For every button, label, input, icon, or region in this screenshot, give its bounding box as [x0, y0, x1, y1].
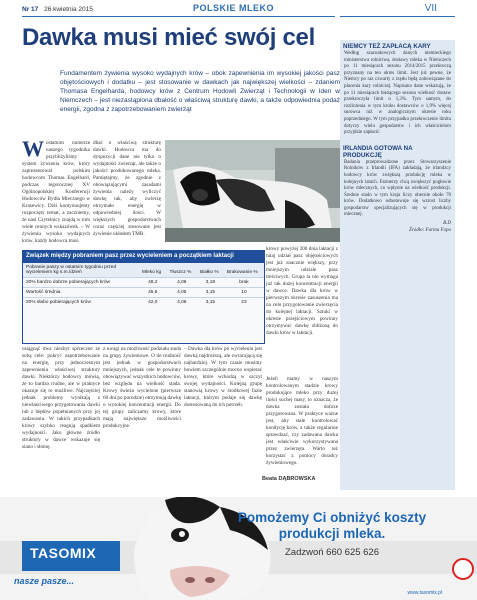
tasomix-logo: [22, 541, 120, 571]
table-cell: 48,2: [139, 278, 167, 288]
article-lead: Fundamentem żywienia wysoko wydajnych krów – obok zapewnienia im wysokiej jakości pasz objętościowych i dodatku – jest stosowanie w dawkach jak największej wielkości – zdaniem Thomasa Engelharda, hodowcy krów z Centrum Hodowli Zwierząt i Technologii w Iden w Niemczech – jest niezastąpiona dbałość o właściwą strukturę dawki, a także odpowiednia podaż energii, zgodna z zapotrzebowaniem zwierząt: [60, 70, 340, 113]
sidebar-text: Badania przeprowadzone przez Stowarzyszenie Rolników z Irlandii (IFA) zakładają, że irlandzcy hodowcy krów zwiększą produkcję mleka w kolejnych latach. Farmerzy chcą zwiększyć pogłowie krów mlecznych, co wpłynie na wielkość produkcji. Średnie stado w tym kraju liczy obecnie około 70 krów. Dodatkowo odnotowuje się wzrost liczby gospodarstw specjalizujących się w produkcji mlecznej.: [344, 159, 451, 218]
ad-url[interactable]: www.tasomix.pl: [407, 590, 442, 596]
news-sidebar: [340, 40, 455, 490]
table-cell: 23: [224, 298, 264, 308]
sidebar-source: Źródło: Farma Fopo: [409, 228, 451, 234]
table-cell: 4,06: [167, 278, 197, 288]
table-header-cell: Brakowanie %: [224, 263, 264, 278]
sidebar-signature: B.D: [443, 221, 451, 227]
section-title: POLSKIE MLEKO: [193, 3, 275, 13]
article-column-4: osiągnąć dwa niezbyt sprzeczne ze sobą cele: pokryć zapotrzebowanie na energię, przy jednoczesnym zapewnieniu właściwej struktury dawki. Niektórzy hodowcy mówią, że to bardzo trudne, ale w praktyce okazuje się to możliwe. Najczęściej jednak problemy wynikają z niewłaściwego przygotowania dawki lub z błędów popełnianych przy jej zadawaniu. W takich przypadkach krowy szybko reagują spadkiem wydajności. Jako główne źródło struktury w dawce wskazuje się siano i słomę.: [22, 346, 100, 450]
table-row: [23, 298, 264, 308]
table-cell: 20% słabo pobierających krów: [23, 298, 139, 308]
table-cell: Wartość średnia: [23, 288, 139, 298]
quality-badge-icon: [452, 558, 474, 580]
sidebar-title: IRLANDIA GOTOWA NA PRODUKCJĘ: [343, 144, 413, 159]
table-cell: 45,6: [139, 288, 167, 298]
issue-number: Nr 17: [22, 6, 39, 13]
page-number: VII: [424, 3, 437, 14]
data-table: [22, 250, 265, 344]
table-header-row: [23, 263, 264, 278]
brand-slogan: nasze pasze...: [14, 576, 75, 586]
column-text: ostatnim numerze naszego tygodnika przybliżyliśmy system żywienia krów, który zaprezentował polskim hodowcom Thomas Engelhard, podczas tegorocznej XV Ogólnopolskiej Konferencji Hodowców Bydła Mlecznego w Krasewicy. Dziś kontynuujemy rozpoczęty temat, a zaczniemy, że nasi Czytelnicy znajdą w nim wiele cennych wskazówek. – W żywieniu wysoko wydajnych krów, każdy hodowca musi: [22, 140, 90, 244]
table-cell: 42,0: [139, 298, 167, 308]
drop-cap: W: [22, 140, 44, 161]
table-cell: 20% bardzo dobrze pobierających krów: [23, 278, 139, 288]
article-column-5: z uwagi na możliwość podziału stada na grupy żywieniowe. O ile trudność jest jednak w gospodarstwach mniejszych, jednak cele te powinny obowiązywać wszystkich hodowców, bez względu na wielkość stada. Krowy świeżo wycielone (pierwsze 60 dni po porodzie) otrzymują dawkę o wysokiej koncentracji energii. Do tej grupy zaliczamy krowy, które mają największe możliwości produkcyjne.: [103, 346, 181, 429]
header-rule-right: [340, 16, 455, 17]
table-cell: 10: [224, 288, 264, 298]
article-column-3: krowy powyżej 200 dnia laktacji z tutaj udział pasz objętościowych jest już znacznie większy, przy mniejszym udziale pasz treściwych. Grupa ta nie wymaga już tak dużej koncentracji energii w dawce. Dawka dla krów w pierwszym okresie zasuszenia ma na celu przygotowanie zwierzęcia do kolejnej laktacji. Sztuki w okresie przejściowym powinny otrzymywać dawkę zbliżoną do dawki krów w laktacji.: [266, 246, 338, 336]
table-cell: 4,06: [167, 298, 197, 308]
table-header-cell: Tłuszcz %: [167, 263, 197, 278]
table-header-cell: Mleko kg: [139, 263, 167, 278]
header-rule: [22, 16, 335, 17]
table-header-cell: Białko %: [197, 263, 224, 278]
cow-illustration: [165, 140, 340, 242]
cow-photo: [165, 140, 340, 242]
table-cell: 3,18: [197, 278, 224, 288]
sidebar-text: Według szacunkowych danych niemieckiego ministerstwa rolnictwa, dostawy mleka w Niemczech po 11 miesiącach sezonu 2014/2015 przekroczą przyznany na ten okres limit. Jest już pewne, że Niemcy po raz czwarty z rzędu będą zobowiązane do płacenia kary rolniczej. Napisano dane wskazują, że po 11 miesiącach bieżącego sezonu wielkość dostaw przekroczyła limit o 1,3%. Tym samym, do rozliczenia w tym kroku dostawców o 1,9% więcej surowca niż w analogicznym okresie roku poprzedniego. W tym przypadku przekroczenie limitu dotyczy wielu gospodarstw i ich właścicielom przyjdzie zapłacić.: [344, 51, 451, 136]
ad-phone: Zadzwoń 660 625 626: [284, 547, 380, 558]
page-header: [0, 0, 477, 16]
issue-info: [22, 6, 93, 13]
table-cell: 3,15: [197, 288, 224, 298]
table-cell: brak: [224, 278, 264, 288]
table-row: [23, 278, 264, 288]
table-title: Związek między pobraniem pasz przez wycieleniem a początkiem laktacji: [23, 251, 264, 263]
issue-date: 26 kwietnia 2015: [44, 6, 93, 13]
table-header-cell: Pobranie paszy w ostatnim tygodniu przed wycieleniem kg s.m./dzień: [23, 263, 139, 278]
article-title: Dawka musi mieć swój cel: [22, 24, 315, 51]
table-cell: 3,15: [197, 298, 224, 308]
article-author: Beata DĄBROWSKA: [262, 476, 316, 482]
brand-name: TASOMIX: [30, 545, 97, 561]
advertisement[interactable]: [0, 497, 477, 600]
sidebar-title: NIEMCY TEŻ ZAPŁACĄ KARY: [343, 43, 431, 50]
article-column-6: – Dawka dla krów po wycieleniu jest dawką najdroższą, ale zwracającą się najbardziej. W tym czasie musimy bowiem szczególnie mocno wspierać krowy, które wchodzą w szczyt swojej wydajności. Kolejną grupę stanowią krowy w środkowej fazie laktacji, którym podaje się dawkę dostosowaną do ich potrzeb.: [184, 346, 262, 408]
table-row: [23, 288, 264, 298]
table-cell: 4,05: [167, 288, 197, 298]
ad-headline: Pomożemy Ci obniżyć koszty produkcji mleka.: [237, 510, 427, 541]
results-table: [23, 263, 264, 307]
article-column-2: dbać o właściwą strukturę dawki. Hodowca ma do dyspozycji dane nie tylko o wydajności zwierząt, ale także o jakości produkowanego mleka. Pamiętajmy, że zgodnie z obowiązującymi zasadami żywienia należy wyliczyć dawkę tak, aby zwierzę otrzymało energię w odpowiedniej ilości. W większych gospodarstwach coraz częściej stosowane jest żywienie układem TMR.: [93, 140, 161, 237]
article-column-7: Jeżeli mamy w naszym kontrolowanym stadzie krowy produkujące mleko przy dużej ilości suchej masy, to oznacza, że dawka została dobrze przygotowana. W praktyce ważne jest, aby stale kontrolować kondycję krów, a także regularnie sprawdzać, czy zadawana dawka jest właściwie wykorzystywana przez zwierzęta. Warto też korzystać z pomocy doradcy żywieniowego.: [266, 376, 338, 466]
article-column-1: [22, 140, 90, 245]
